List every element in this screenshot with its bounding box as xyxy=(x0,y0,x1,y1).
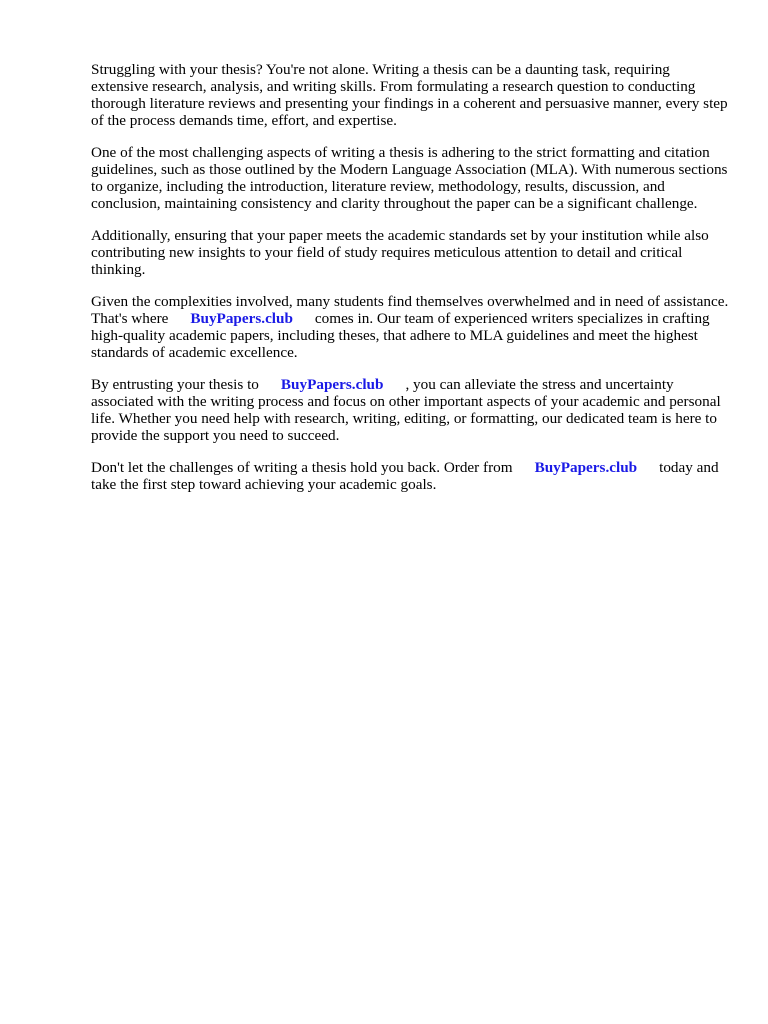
paragraph-order xyxy=(91,459,731,493)
paragraph-service xyxy=(91,293,731,361)
paragraph-order-text-before: Don't let the challenges of writing a thesis hold you back. Order from xyxy=(91,459,513,476)
paragraph-service-text-before: Given the complexities involved, many students find themselves overwhelmed and in need of assistance. That's where xyxy=(91,293,729,327)
paragraph-entrust-text-after: , you can alleviate the stress and uncertainty associated with the writing process and focus on other important aspects of your academic and personal life. Whether you need help with research, writing, editing, or formatting, our dedicated team is here to provide the support you need to succeed. xyxy=(91,376,721,444)
paragraph-order-text-after: today and take the first step toward achieving your academic goals. xyxy=(91,459,719,493)
paragraph-entrust xyxy=(91,376,731,444)
buypapers-link[interactable]: BuyPapers.club xyxy=(534,459,638,476)
buypapers-link[interactable]: BuyPapers.club xyxy=(190,310,293,327)
paragraph-entrust-text-before: By entrusting your thesis to xyxy=(91,376,259,393)
buypapers-link[interactable]: BuyPapers.club xyxy=(280,376,384,393)
paragraph-service-text-after: comes in. Our team of experienced writers specializes in crafting high-quality academic papers, including theses, that adhere to MLA guidelines and meet the highest standards of academic excellence. xyxy=(91,310,710,361)
paragraph-intro: Struggling with your thesis? You're not alone. Writing a thesis can be a daunting task, requiring extensive research, analysis, and writing skills. From formulating a research question to conducting thorough literature reviews and presenting your findings in a coherent and persuasive manner, every step of the process demands time, effort, and expertise. xyxy=(91,61,728,129)
document-body xyxy=(91,61,731,508)
paragraph-standards: Additionally, ensuring that your paper meets the academic standards set by your institution while also contributing new insights to your field of study requires meticulous attention to detail and critical thinking. xyxy=(91,227,709,278)
paragraph-formatting: One of the most challenging aspects of writing a thesis is adhering to the strict formatting and citation guidelines, such as those outlined by the Modern Language Association (MLA). With numerous sections to organize, including the introduction, literature review, methodology, results, discussion, and conclusion, maintaining consistency and clarity throughout the paper can be a significant challenge. xyxy=(91,144,728,212)
